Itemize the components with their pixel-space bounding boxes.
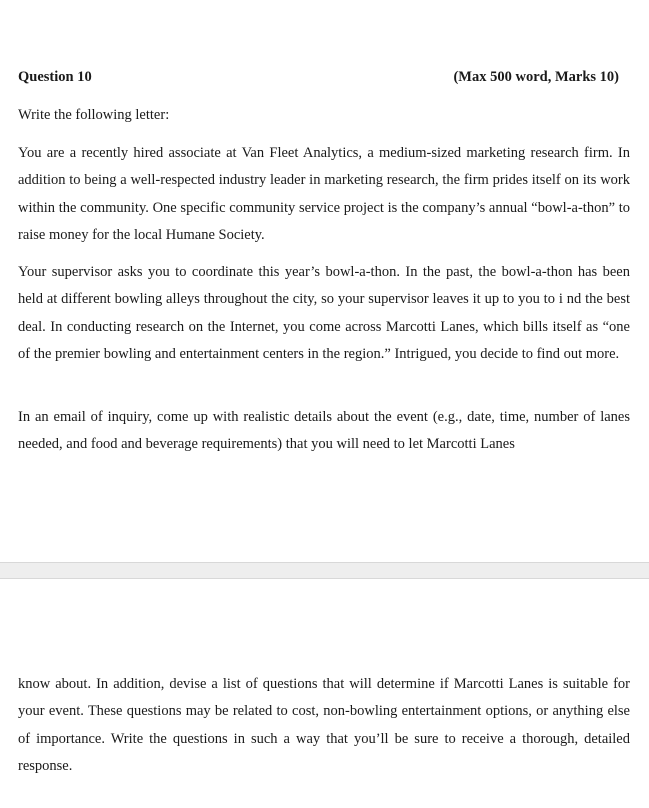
question-title: Question 10 xyxy=(18,69,92,85)
question-marks: (Max 500 word, Marks 10) xyxy=(453,69,619,85)
paragraph-questions-instructions: know about. In addition, devise a list of questions that will determine if Marcotti Lanes is suitable for your event. These questions may be related to cost, non-bowling entertainment options, or anything else of importance. Write the questions in such a way that you’ll be sure to receive a thorough, detailed response. xyxy=(18,676,630,774)
paragraph-email-instructions: In an email of inquiry, come up with realistic details about the event (e.g., date, time, number of lanes needed, and food and beverage requirements) that you will need to let Marcotti Lanes xyxy=(18,409,630,453)
paragraph-task-background: Your supervisor asks you to coordinate this year’s bowl-a-thon. In the past, the bowl-a-thon has been held at different bowling alleys throughout the city, so your supervisor leaves it up to you to i nd the best deal. In conducting research on the Internet, you come across Marcotti Lanes, which bills itself as “one of the premier bowling and entertainment centers in the region.” Intrigued, you decide to find out more. xyxy=(18,264,630,362)
question-header xyxy=(18,69,619,86)
instruction-text: Write the following letter: xyxy=(18,107,170,123)
page-break xyxy=(0,562,649,579)
paragraph-scenario: You are a recently hired associate at Van Fleet Analytics, a medium-sized marketing research firm. In addition to being a well-respected industry leader in marketing research, the firm prides itself on its work within the community. One specific community service project is the company’s annual “bowl-a-thon” to raise money for the local Humane Society. xyxy=(18,145,630,243)
